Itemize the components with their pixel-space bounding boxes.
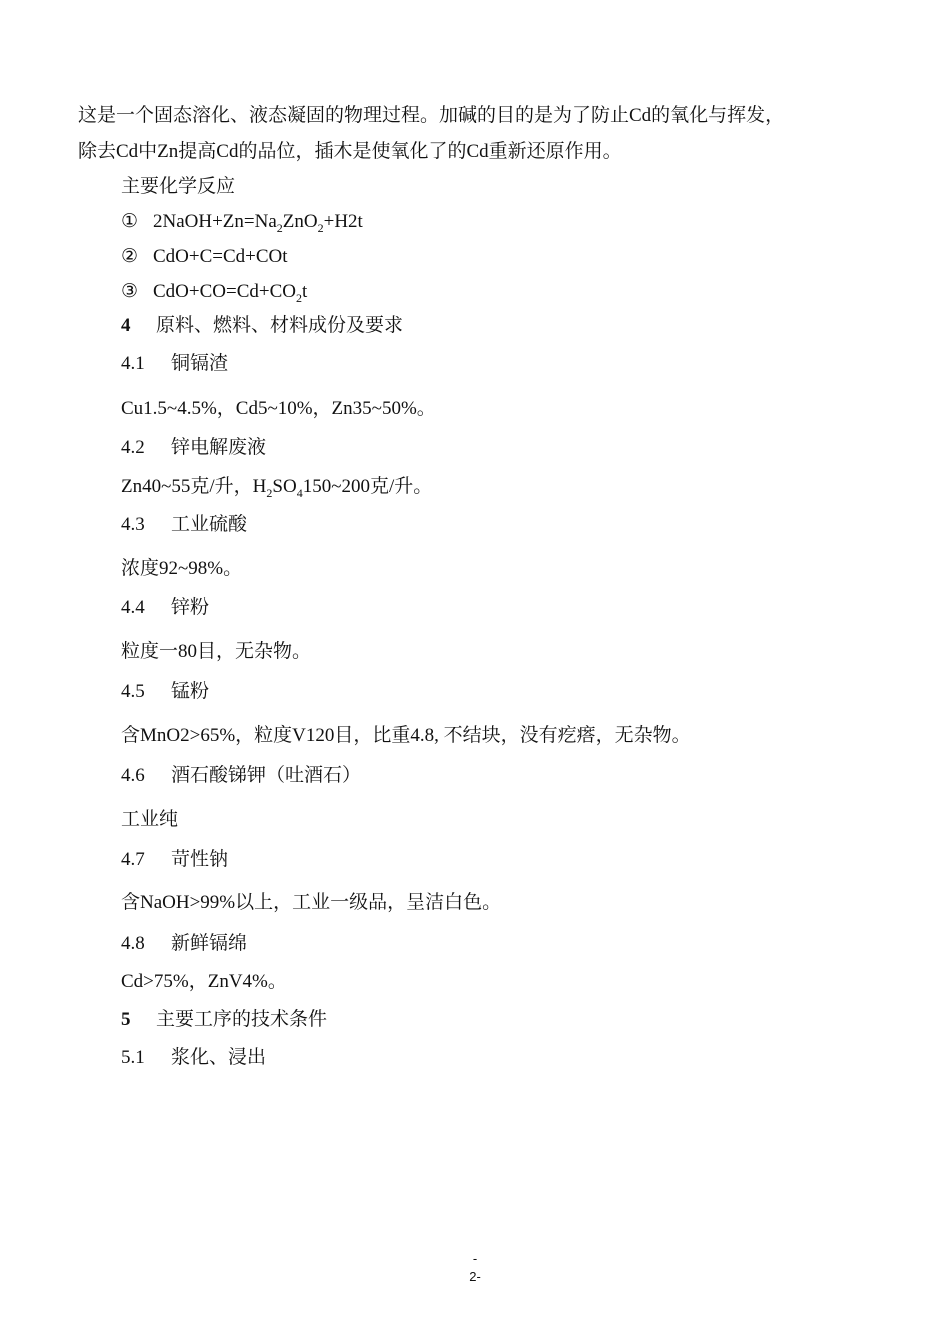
reactions-heading: 主要化学反应 [121, 176, 236, 197]
subsection-desc: 粒度一80目，无杂物。 [121, 641, 312, 662]
section-title: 原料、燃料、材料成份及要求 [156, 315, 404, 336]
reaction-marker: ② [121, 246, 139, 267]
subsection-heading: 4.2 锌电解废液 [121, 437, 267, 458]
section-number: 5 [121, 1009, 131, 1030]
subsection-heading: 4.1 铜镉渣 [121, 353, 229, 374]
section-title: 主要工序的技术条件 [156, 1009, 328, 1030]
page-number: 2- [469, 1269, 481, 1284]
subsection-heading: 4.8 新鲜镉绵 [121, 933, 248, 954]
subsection-desc: 含NaOH>99%以上，工业一级品，呈洁白色。 [121, 892, 502, 913]
subsection-desc: Cu1.5~4.5%，Cd5~10%，Zn35~50%。 [121, 398, 436, 419]
subsection-heading: 4.7 苛性钠 [121, 849, 229, 870]
subsection-heading: 4.6 酒石酸锑钾（吐酒石） [121, 765, 362, 786]
subsection-desc: Cd>75%，ZnV4%。 [121, 971, 287, 992]
reaction-2: ② CdO+C=Cd+COt [121, 246, 288, 267]
intro-line-1: 这是一个固态溶化、液态凝固的物理过程。加碱的目的是为了防止Cd的氧化与挥发， [78, 105, 785, 126]
subsection-heading: 4.4 锌粉 [121, 597, 210, 618]
section-5-heading [121, 1008, 327, 1032]
section-4-heading [121, 314, 403, 338]
subsection-desc: 浓度92~98%。 [121, 558, 243, 579]
subsection-desc: 含MnO2>65%，粒度V120目，比重4.8, 不结块，没有疙瘩，无杂物。 [121, 725, 691, 746]
reaction-marker: ① [121, 211, 139, 232]
reaction-1: ① $2NaOH+Zn=Na_2ZnO_2+H2t$ [121, 211, 363, 235]
subsection-desc: 工业纯 [121, 809, 179, 830]
subsection-heading: 4.3 工业硫酸 [121, 514, 248, 535]
section-number: 4 [121, 315, 131, 336]
intro-line-2: 除去Cd中Zn提高Cd的品位，插木是使氧化了的Cd重新还原作用。 [78, 141, 622, 162]
subsection-desc: Zn40~55克/升，$H_2SO_4150\sim 200$克/升。 [121, 476, 433, 500]
footer-dash: - [472, 1251, 478, 1266]
subsection-heading: 5.1 浆化、浸出 [121, 1047, 267, 1068]
reaction-marker: ③ [121, 281, 139, 302]
reaction-3: ③ $CdO+CO=Cd+CO_2t$ [121, 281, 308, 305]
subsection-heading: 4.5 锰粉 [121, 681, 210, 702]
